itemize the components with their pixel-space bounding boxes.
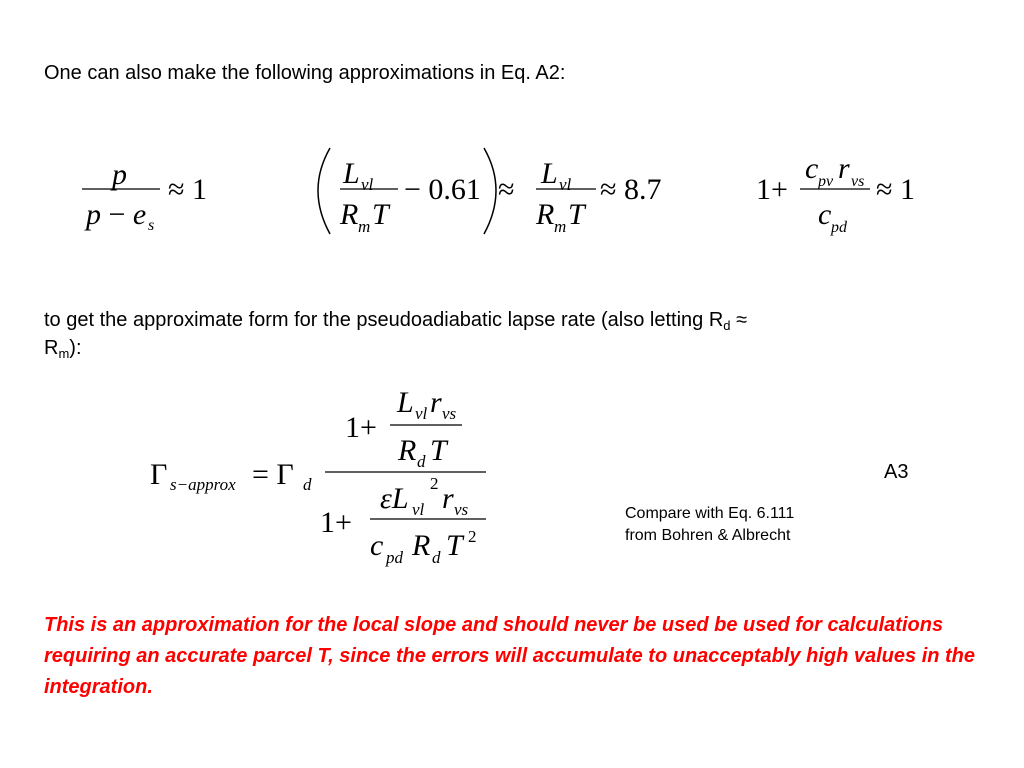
svg-text:= Γ: = Γ <box>252 458 294 491</box>
svg-text:d: d <box>303 475 312 494</box>
transition-line2: R <box>44 337 59 359</box>
svg-text:c: c <box>805 152 819 185</box>
transition-line1: to get the approximate form for the pseudoadiabatic lapse rate (also letting R <box>44 309 724 331</box>
svg-text:r: r <box>838 152 850 185</box>
svg-text:1+: 1+ <box>320 506 352 539</box>
svg-text:2: 2 <box>468 527 477 546</box>
svg-text:T: T <box>568 198 585 231</box>
svg-text:s−approx: s−approx <box>170 475 236 494</box>
svg-text:Γ: Γ <box>150 458 168 491</box>
compare-note: Compare with Eq. 6.111 from Bohren & Albrecht <box>625 505 795 544</box>
svg-text:pd: pd <box>386 548 403 567</box>
svg-text:≈ 1: ≈ 1 <box>876 173 915 206</box>
svg-text:r: r <box>430 386 442 419</box>
svg-text:m: m <box>358 217 371 236</box>
svg-text:L: L <box>343 157 360 190</box>
svg-text:m: m <box>554 217 567 236</box>
svg-text:vs: vs <box>442 404 457 423</box>
svg-text:c: c <box>818 198 832 231</box>
svg-text:≈: ≈ <box>498 173 515 206</box>
svg-text:L: L <box>541 157 558 190</box>
svg-text:1+: 1+ <box>345 411 377 444</box>
svg-text:T: T <box>430 434 447 467</box>
svg-text:T: T <box>446 529 463 562</box>
svg-text:εL: εL <box>380 482 409 515</box>
svg-text:pv: pv <box>818 173 834 190</box>
svg-text:− 0.61: − 0.61 <box>404 173 481 206</box>
svg-text:vl: vl <box>361 175 374 194</box>
equation-label: A3 <box>884 461 909 483</box>
approx-symbol: ≈ <box>730 309 748 331</box>
svg-text:R: R <box>412 529 431 562</box>
svg-text:r: r <box>442 482 454 515</box>
svg-text:vs: vs <box>851 173 865 190</box>
subscript-d: d <box>723 318 731 333</box>
svg-text:R: R <box>398 434 417 467</box>
svg-text:R: R <box>340 198 359 231</box>
svg-text:vl: vl <box>559 175 572 194</box>
transition-line2-end: ): <box>69 337 82 359</box>
svg-text:pd: pd <box>831 219 847 236</box>
svg-text:T: T <box>372 198 389 231</box>
svg-text:vl: vl <box>412 500 425 519</box>
svg-text:c: c <box>370 529 384 562</box>
svg-text:p − e: p − e <box>86 198 147 231</box>
svg-text:R: R <box>536 198 555 231</box>
svg-text:d: d <box>417 452 426 471</box>
intro-text: One can also make the following approximations in Eq. A2: <box>44 62 566 84</box>
svg-text:1+: 1+ <box>756 173 788 206</box>
svg-text:≈ 1: ≈ 1 <box>168 173 207 206</box>
svg-text:≈ 8.7: ≈ 8.7 <box>600 173 662 206</box>
svg-text:p: p <box>112 158 127 191</box>
svg-text:2: 2 <box>430 474 439 493</box>
svg-text:d: d <box>432 548 441 567</box>
svg-text:L: L <box>397 386 414 419</box>
svg-text:s: s <box>148 217 155 234</box>
warning-text: This is an approximation for the local slope and should never be used be used for calculations requiring an accurate parcel T, since the errors will accumulate to unacceptably high values in the integration. <box>44 614 976 698</box>
svg-text:vl: vl <box>415 404 428 423</box>
subscript-m: m <box>58 346 70 361</box>
svg-text:vs: vs <box>454 500 469 519</box>
